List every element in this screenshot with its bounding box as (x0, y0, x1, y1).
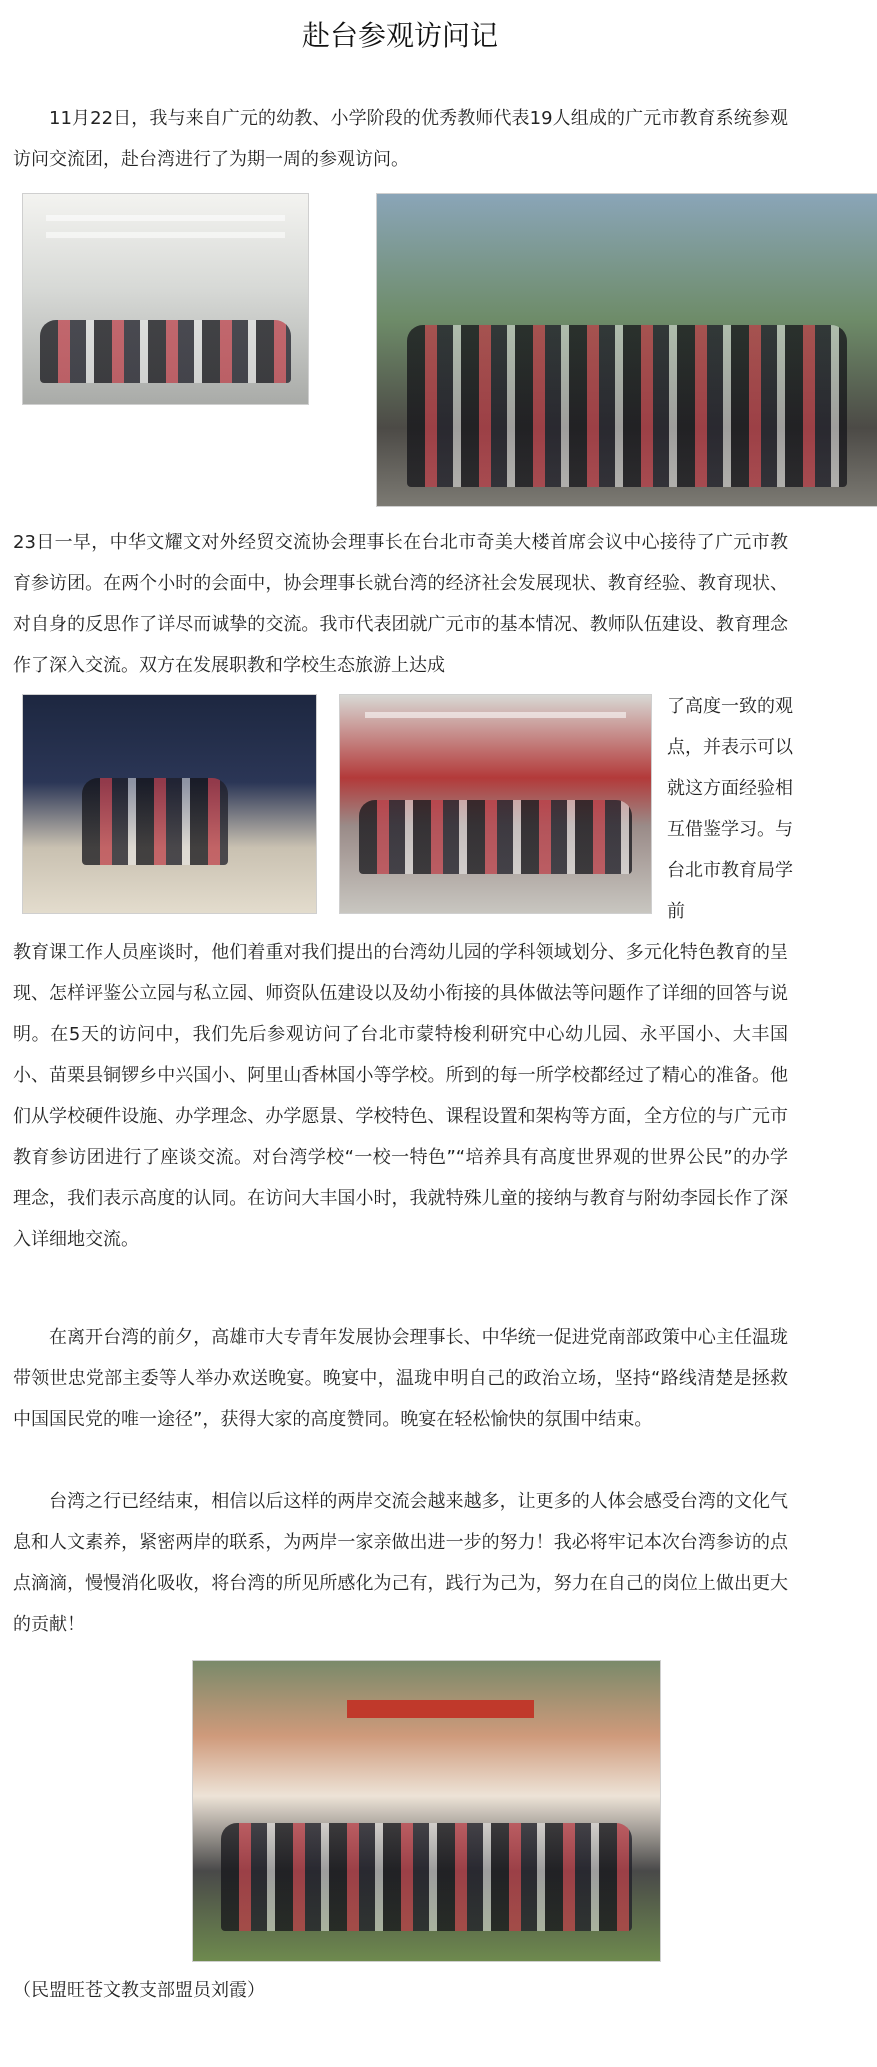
group-photo-building (192, 1660, 661, 1962)
page-title: 赴台参观访问记 (301, 19, 498, 52)
paragraph-intro: 11月22日，我与来自广元的幼教、小学阶段的优秀教师代表19人组成的广元市教育系统参观访问交流团，赴台湾进行了为期一周的参观访问。 (13, 108, 788, 170)
paragraph-farewell: 在离开台湾的前夕，高雄市大专青年发展协会理事长、中华统一促进党南部政策中心主任温珑带领世忠党部主委等人举办欢送晚宴。晚宴中，温珑申明自己的政治立场，坚持“路线清楚是拯救中国国民党的唯一途径”，获得大家的高度赞同。晚宴在轻松愉快的氛围中结束。 (13, 1327, 788, 1430)
paragraph-conclusion: 台湾之行已经结束，相信以后这样的两岸交流会越来越多，让更多的人体会感受台湾的文化气息和人文素养，紧密两岸的联系，为两岸一家亲做出进一步的努力！我必将牢记本次台湾参访的点点滴滴，慢慢消化吸收，将台湾的所见所感化为己有，践行为己为，努力在自己的岗位上做出更大的贡献！ (13, 1491, 788, 1635)
paragraph-reception-side: 了高度一致的观点，并表示可以就这方面经验相互借鉴学习。与台北市教育局学前 (667, 696, 793, 922)
paragraph-reception: 23日一早，中华文耀文对外经贸交流协会理事长在台北市奇美大楼首席会议中心接待了广元市教育参访团。在两个小时的会面中，协会理事长就台湾的经济社会发展现状、教育经验、教育现状、对自身的反思作了详尽而诚挚的交流。我市代表团就广元市的基本情况、教师队伍建设、教育理念作了深入交流。双方在发展职教和学校生态旅游上达成 (13, 532, 788, 676)
meeting-hall-photo (339, 694, 652, 914)
author-caption: （民盟旺苍文教支部盟员刘霞） (13, 1980, 265, 2001)
conference-photo (22, 694, 317, 914)
paragraph-school-visits: 教育课工作人员座谈时，他们着重对我们提出的台湾幼儿园的学科领域划分、多元化特色教育的呈现、怎样评鉴公立园与私立园、师资队伍建设以及幼小衔接的具体做法等问题作了详细的回答与说明。在5天的访问中，我们先后参观访问了台北市蒙特梭利研究中心幼儿园、永平国小、大丰国小、苗栗县铜锣乡中兴国小、阿里山香林国小等学校。所到的每一所学校都经过了精心的准备。他们从学校硬件设施、办学理念、办学愿景、学校特色、课程设置和架构等方面，全方位的与广元市教育参访团进行了座谈交流。对台湾学校“一校一特色”“培养具有高度世界观的世界公民”的办学理念，我们表示高度的认同。在访问大丰国小时，我就特殊儿童的接纳与教育与附幼李园长作了深入详细地交流。 (13, 942, 788, 1250)
meeting-room-photo (22, 193, 309, 405)
group-photo-school (376, 193, 877, 507)
